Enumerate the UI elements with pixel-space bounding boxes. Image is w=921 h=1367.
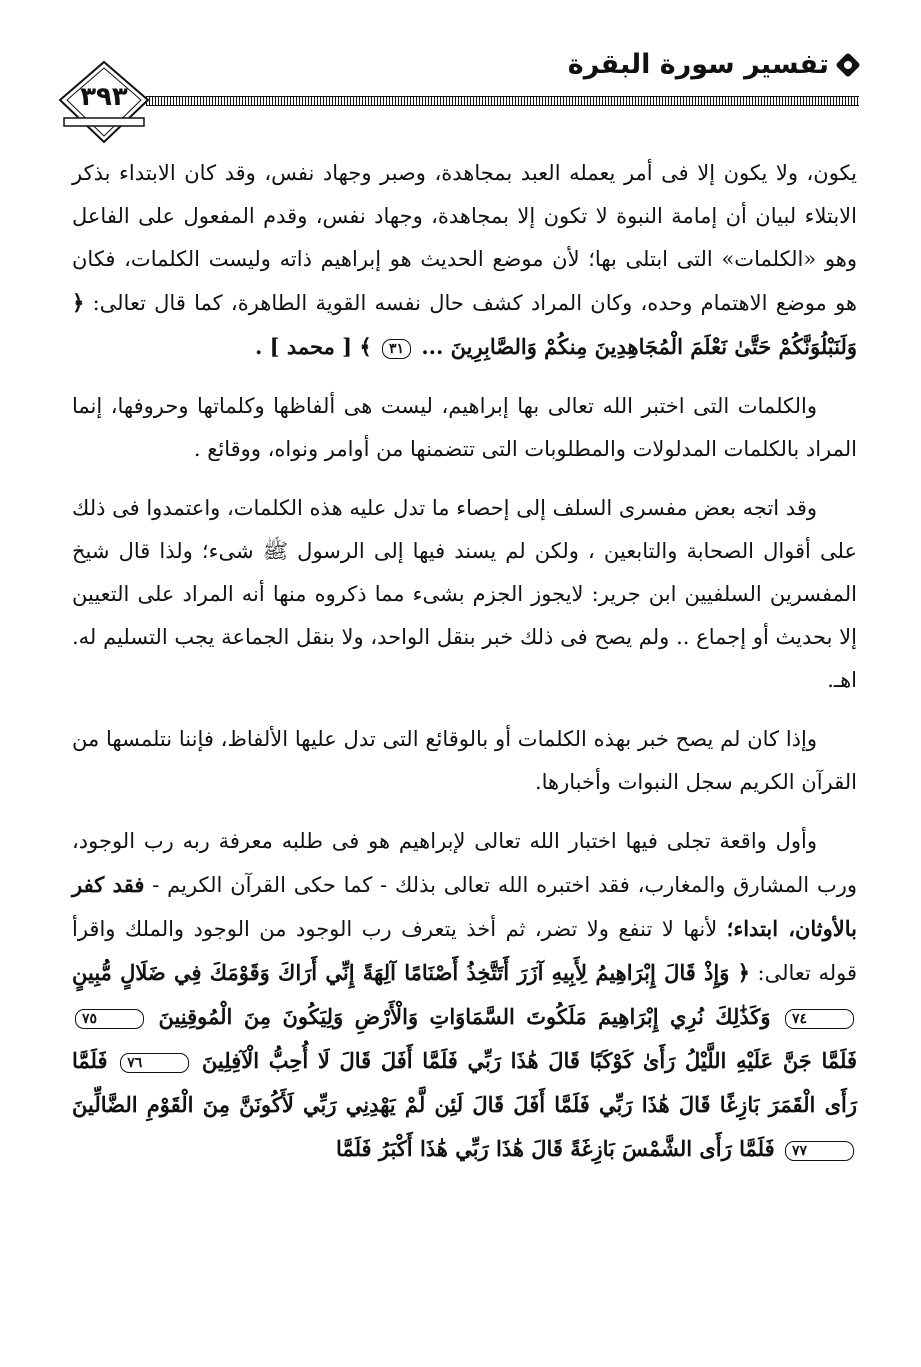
running-title-text: تفسير سورة البقرة — [567, 49, 829, 80]
paragraph-text: والكلمات التى اختبر الله تعالى بها إبراهيم، ليست هى ألفاظها وكلماتها وحروفها، إنما المراد بالكلمات المدلولات والمطلوبات التى تتضمنها من أوامر ونواه، ووقائع . — [72, 394, 857, 461]
quran-verse-end: ﴾ — [359, 334, 380, 359]
quran-verse: فَلَمَّا رَأَى الْقَمَرَ بَازِغًا قَالَ هَٰذَا رَبِّي فَلَمَّا أَفَلَ قَالَ لَئِن لَّمْ يَهْدِنِي رَبِّي لَأَكُونَنَّ مِنَ الْقَوْمِ الضَّالِّينَ — [72, 1048, 857, 1117]
quran-verse: ﴿ وَإِذْ قَالَ إِبْرَاهِيمُ لِأَبِيهِ آزَرَ أَتَتَّخِذُ أَصْنَامًا آلِهَةً إِنِّي أَرَاكَ وَقَوْمَكَ فِي ضَلَالٍ مُّبِينٍ — [72, 960, 750, 985]
ornament-icon — [837, 54, 859, 76]
paragraph — [72, 385, 857, 471]
running-title — [568, 48, 859, 82]
paragraph — [72, 718, 857, 804]
paragraph — [72, 487, 857, 702]
page-number: ٣٩٣ — [80, 82, 128, 112]
aya-number: ٧٥ — [75, 1009, 144, 1029]
aya-number: ٧٧ — [785, 1141, 854, 1161]
bold-phrase: فقد كفر بالأوثان، ابتداء؛ — [72, 872, 857, 941]
paragraph-text: وإذا كان لم يصح خبر بهذه الكلمات أو بالوقائع التى تدل عليها الألفاظ، فإننا نتلمسها من القرآن الكريم سجل النبوات وأخبارها. — [72, 727, 857, 794]
paragraph-text: وقد اتجه بعض مفسرى السلف إلى إحصاء ما تدل عليه هذه الكلمات، واعتمدوا فى ذلك على أقوال الصحابة والتابعين ، ولكن لم يسند فيها إلى الرسول ﷺ شىء؛ ولذا قال شيخ المفسرين السلفيين ابن جرير: لايجوز الجزم بشىء مما ذكروه منها أنه المراد على التعيين إلا بحديث أو إجماع .. ولم يصح فى ذلك خبر بنقل الواحد، ولا بنقل الجماعة يجب التسليم له. اهـ. — [72, 496, 857, 692]
paragraph-text: لأنها لا تنفع ولا تضر، ثم أخذ يتعرف رب الوجود من الوجود والملك واقرأ قوله تعالى: — [72, 917, 857, 985]
page-number-badge — [58, 60, 150, 144]
aya-number: ٣١ — [382, 339, 411, 359]
aya-number: ٧٤ — [785, 1009, 854, 1029]
paragraph-text: يكون، ولا يكون إلا فى أمر يعمله العبد بمجاهدة، وصبر وجهاد نفس، وقد كان الابتداء بذكر الابتلاء لبيان أن إمامة النبوة لا تكون إلا بمجاهدة، وجهاد نفس، وقدم المفعول على الفاعل وهو «الكلمات» التى ابتلى بها؛ لأن موضع الحديث هو إبراهيم ذاته وليست الكلمات، فكان هو موضع الاهتمام وحده، وكان المراد كشف حال نفسه القوية الطاهرة، كما قال تعالى: — [72, 161, 857, 315]
paragraph — [72, 152, 857, 369]
quran-verse: وَكَذَٰلِكَ نُرِي إِبْرَاهِيمَ مَلَكُوتَ السَّمَاوَاتِ وَالْأَرْضِ وَلِيَكُونَ مِنَ الْمُوقِنِينَ — [147, 1004, 782, 1029]
quran-verse: فَلَمَّا جَنَّ عَلَيْهِ اللَّيْلُ رَأَىٰ كَوْكَبًا قَالَ هَٰذَا رَبِّي فَلَمَّا أَفَلَ قَالَ لَا أُحِبُّ الْآفِلِينَ — [192, 1048, 857, 1073]
quran-verse: ﴿ وَلَنَبْلُوَنَّكُمْ حَتَّىٰ نَعْلَمَ الْمُجَاهِدِينَ مِنكُمْ وَالصَّابِرِينَ ... — [72, 290, 857, 359]
paragraph-text: وأول واقعة تجلى فيها اختبار الله تعالى لإبراهيم هو فى طلبه معرفة ربه رب الوجود، ورب المشارق والمغارب، فقد اختبره الله تعالى بذلك - كما حكى القرآن الكريم - — [72, 829, 858, 897]
paragraph — [72, 820, 857, 1171]
surah-reference: [ محمد ] . — [254, 334, 360, 359]
page-header — [58, 46, 859, 146]
aya-number: ٧٦ — [120, 1053, 189, 1073]
quran-verse: فَلَمَّا رَأَى الشَّمْسَ بَازِغَةً قَالَ هَٰذَا رَبِّي هَٰذَا أَكْبَرُ فَلَمَّا — [336, 1136, 782, 1161]
header-rule — [146, 96, 859, 106]
page-body — [72, 152, 857, 1187]
